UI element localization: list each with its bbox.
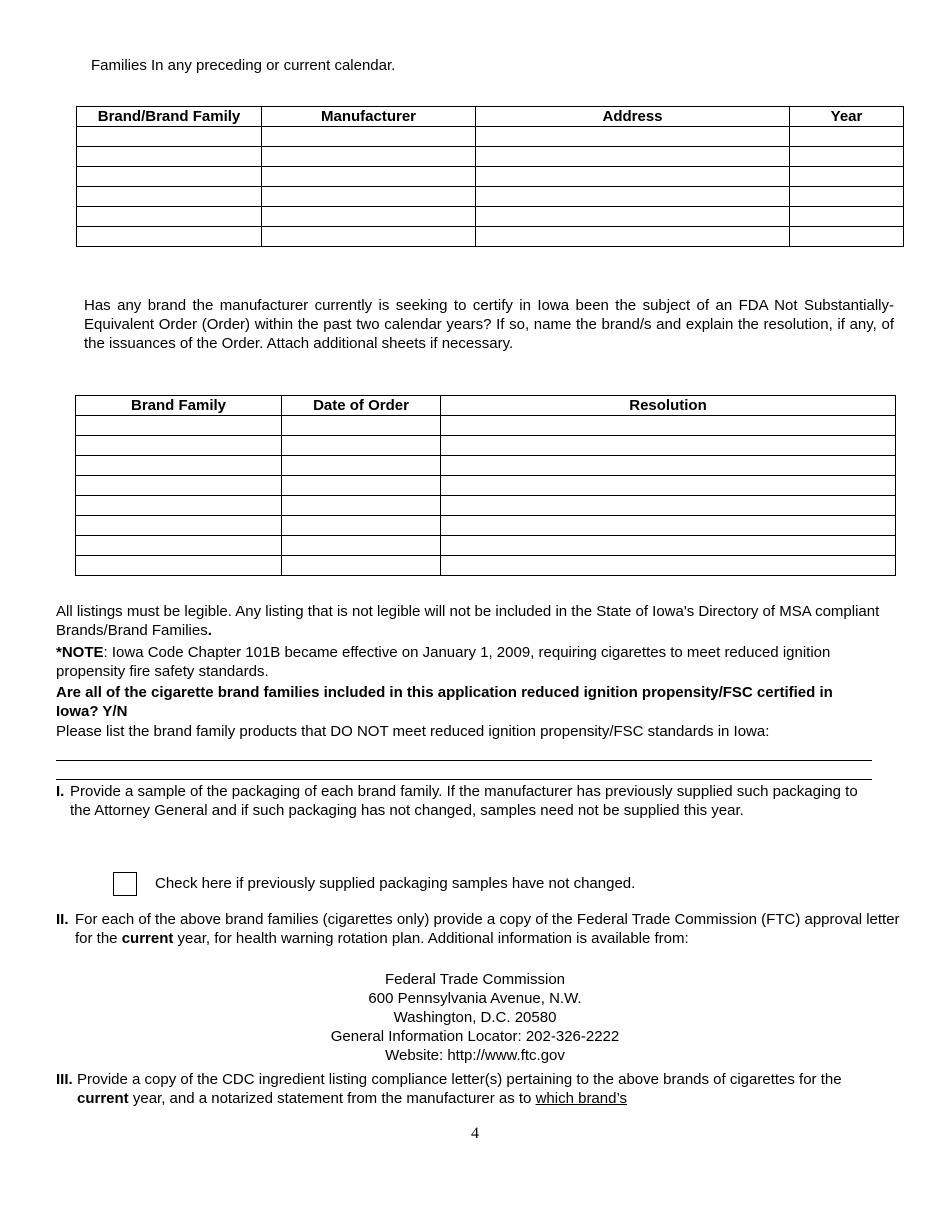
section-iii-underlined: which brand’s: [535, 1090, 628, 1107]
column-header-manufacturer: Manufacturer: [262, 107, 476, 127]
table-cell[interactable]: [476, 187, 790, 207]
table-row: [76, 516, 896, 536]
ftc-street: 600 Pennsylvania Avenue, N.W.: [368, 990, 582, 1007]
table-cell[interactable]: [262, 227, 476, 247]
table-row: [77, 167, 904, 187]
column-header-brand-family: Brand Family: [76, 396, 282, 416]
table-row: [77, 187, 904, 207]
section-i-label: I.: [56, 783, 65, 800]
ftc-city: Washington, D.C. 20580: [393, 1009, 557, 1026]
table-cell[interactable]: [790, 227, 904, 247]
table-cell[interactable]: [441, 496, 896, 516]
table-cell[interactable]: [476, 207, 790, 227]
table-cell[interactable]: [441, 436, 896, 456]
section-iii-bold-word: current: [77, 1090, 129, 1107]
table-row: [76, 436, 896, 456]
table-cell[interactable]: [790, 147, 904, 167]
table-cell[interactable]: [282, 496, 441, 516]
table-cell[interactable]: [77, 227, 262, 247]
table-row: [77, 227, 904, 247]
section-ii-label: II.: [56, 911, 69, 928]
table-cell[interactable]: [76, 536, 282, 556]
table-cell[interactable]: [441, 416, 896, 436]
table-row: [76, 416, 896, 436]
table-cell[interactable]: [282, 536, 441, 556]
table-cell[interactable]: [77, 127, 262, 147]
table-cell[interactable]: [476, 147, 790, 167]
table-cell[interactable]: [476, 227, 790, 247]
table-cell[interactable]: [282, 456, 441, 476]
table-body: [76, 416, 896, 576]
table-cell[interactable]: [441, 536, 896, 556]
table-cell[interactable]: [282, 436, 441, 456]
table-cell[interactable]: [262, 187, 476, 207]
table-cell[interactable]: [790, 187, 904, 207]
section-ii-text-before: For each of the above brand families (cigarettes only) provide a copy of the Federal Trade Commission (FTC) approval letter for the: [75, 911, 900, 947]
brand-family-history-table: [76, 106, 904, 247]
table-cell[interactable]: [76, 556, 282, 576]
note-text: : Iowa Code Chapter 101B became effective on January 1, 2009, requiring cigarettes to meet reduced ignition propensity fire safety standards.: [56, 644, 831, 680]
section-iii-text: [77, 1070, 847, 1108]
table-cell[interactable]: [441, 556, 896, 576]
intro-line: Families In any preceding or current calendar.: [91, 57, 396, 74]
table-row: [77, 207, 904, 227]
table-cell[interactable]: [441, 476, 896, 496]
table-row: [77, 147, 904, 167]
section-i-text: Provide a sample of the packaging of each brand family. If the manufacturer has previously supplied such packaging to the Attorney General and if such packaging has not changed, samples need not be supplied this year.: [70, 783, 858, 819]
section-iii-text-middle: year, and a notarized statement from the manufacturer as to: [128, 1090, 536, 1107]
legibility-text: All listings must be legible. Any listing that is not legible will not be included in the State of Iowa's Directory of MSA compliant Brands/Brand Families: [56, 603, 880, 639]
table-cell[interactable]: [282, 476, 441, 496]
table-cell[interactable]: [76, 416, 282, 436]
table-cell[interactable]: [262, 167, 476, 187]
ftc-name: Federal Trade Commission: [384, 971, 566, 988]
table-cell[interactable]: [262, 147, 476, 167]
section-iii-label: III.: [56, 1071, 73, 1088]
table-row: [77, 127, 904, 147]
table-cell[interactable]: [790, 207, 904, 227]
table-cell[interactable]: [76, 516, 282, 536]
ftc-address-block: [0, 970, 950, 1065]
column-header-year: Year: [790, 107, 904, 127]
section-ii-bold-word: current: [121, 930, 174, 947]
page-number: 4: [471, 1125, 479, 1142]
table-cell[interactable]: [282, 556, 441, 576]
table-cell[interactable]: [282, 516, 441, 536]
table-header-row: [77, 107, 904, 127]
non-compliant-list-prompt: Please list the brand family products that DO NOT meet reduced ignition propensity/FSC standards in Iowa:: [56, 723, 770, 740]
fda-order-question: Has any brand the manufacturer currently is seeking to certify in Iowa been the subject of an FDA Not Substantially-Equivalent Order (Order) within the past two calendar years? If so, name the brand/s and explain the resolution, if any, of the issuances of the Order. Attach additional sheets if necessary.: [84, 297, 894, 352]
legibility-period: .: [207, 622, 212, 639]
table-cell[interactable]: [790, 127, 904, 147]
section-iii-text-before: Provide a copy of the CDC ingredient listing compliance letter(s) pertaining to the above brands of cigarettes for the: [77, 1071, 842, 1088]
column-header-brand: Brand/Brand Family: [77, 107, 262, 127]
table-cell[interactable]: [476, 167, 790, 187]
table-row: [76, 496, 896, 516]
table-body: [77, 127, 904, 247]
ftc-website[interactable]: Website: http://www.ftc.gov: [385, 1047, 565, 1064]
table-cell[interactable]: [441, 516, 896, 536]
rip-certification-question: Are all of the cigarette brand families included in this application reduced ignition propensity/FSC certified in Iowa? Y/N: [56, 684, 833, 720]
section-ii-text: [75, 910, 900, 948]
table-cell[interactable]: [790, 167, 904, 187]
table-row: [76, 456, 896, 476]
table-cell[interactable]: [282, 416, 441, 436]
fill-line[interactable]: [56, 779, 872, 780]
note-label: *NOTE: [56, 644, 104, 661]
table-cell[interactable]: [76, 456, 282, 476]
table-cell[interactable]: [77, 147, 262, 167]
table-cell[interactable]: [476, 127, 790, 147]
table-row: [76, 476, 896, 496]
table-row: [76, 536, 896, 556]
table-cell[interactable]: [262, 207, 476, 227]
table-cell[interactable]: [77, 167, 262, 187]
packaging-unchanged-checkbox[interactable]: [113, 872, 137, 896]
packaging-unchanged-label: Check here if previously supplied packaging samples have not changed.: [155, 875, 636, 892]
table-cell[interactable]: [262, 127, 476, 147]
section-ii-text-after: year, for health warning rotation plan. Additional information is available from:: [173, 930, 689, 947]
fill-line[interactable]: [56, 760, 872, 761]
table-cell[interactable]: [77, 187, 262, 207]
table-cell[interactable]: [441, 456, 896, 476]
table-cell[interactable]: [77, 207, 262, 227]
legibility-notice: [56, 602, 896, 640]
column-header-date-of-order: Date of Order: [282, 396, 441, 416]
column-header-address: Address: [476, 107, 790, 127]
ftc-locator: General Information Locator: 202-326-2222: [330, 1028, 620, 1045]
table-row: [76, 556, 896, 576]
table-header-row: [76, 396, 896, 416]
table-cell[interactable]: [76, 496, 282, 516]
table-cell[interactable]: [76, 436, 282, 456]
column-header-resolution: Resolution: [441, 396, 896, 416]
table-cell[interactable]: [76, 476, 282, 496]
note-paragraph: [56, 643, 896, 681]
fda-order-table: [75, 395, 896, 576]
